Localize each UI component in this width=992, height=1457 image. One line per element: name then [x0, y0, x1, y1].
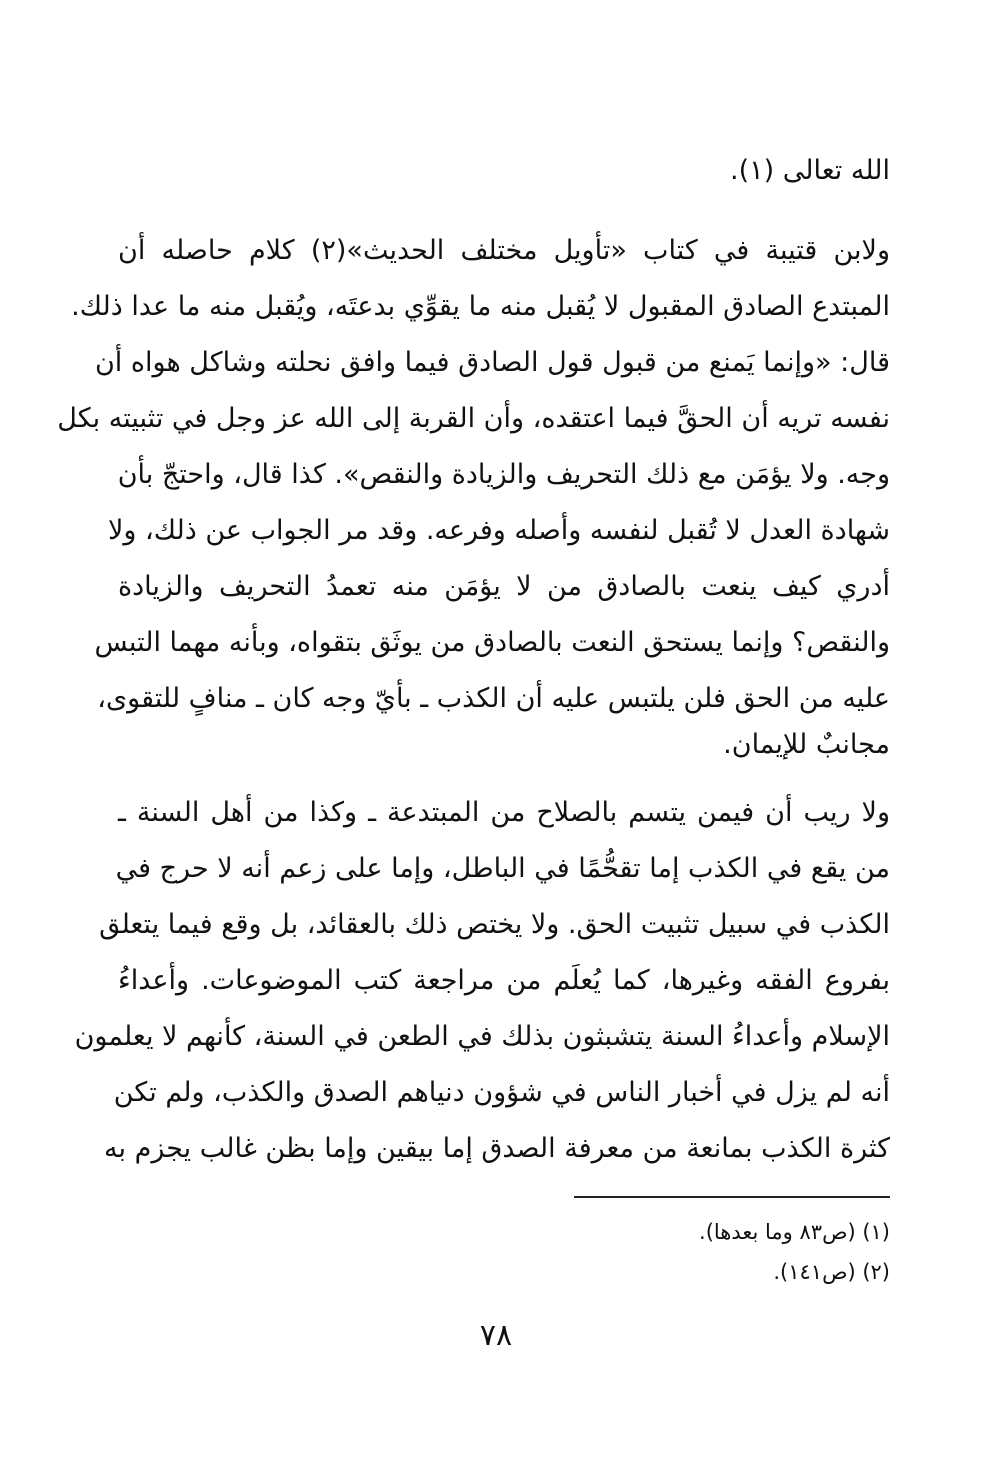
text-line: ولا ريب أن فيمن يتسم بالصلاح من المبتدعة ـ وكذا من أهل السنة ـ — [118, 797, 890, 828]
text-line: الكذب في سبيل تثبيت الحق. ولا يختص ذلك بالعقائد، بل وقع فيما يتعلق — [99, 909, 890, 940]
text-line: كثرة الكذب بمانعة من معرفة الصدق إما بيقين وإما بظن غالب يجزم به — [104, 1133, 890, 1164]
page-number: ٧٨ — [479, 1318, 513, 1353]
footnote-2: (٢) (ص١٤١). — [773, 1260, 890, 1284]
text-line: الله تعالى (١). — [730, 155, 890, 186]
main-text — [57, 0, 890, 1164]
footnote-separator — [574, 1196, 890, 1198]
footnote-1: (١) (ص٨٣ وما بعدها). — [699, 1220, 890, 1244]
text-line: أنه لم يزل في أخبار الناس في شؤون دنياهم الصدق والكذب، ولم تكن — [113, 1077, 890, 1108]
text-line: مجانبٌ للإيمان. — [723, 729, 890, 760]
text-line: من يقع في الكذب إما تقحُّمًا في الباطل، وإما على زعم أنه لا حرج في — [115, 853, 890, 884]
text-line: ولابن قتيبة في كتاب «تأويل مختلف الحديث»(٢) كلام حاصله أن — [118, 235, 890, 266]
text-line: وجه. ولا يؤمَن مع ذلك التحريف والزيادة والنقص». كذا قال، واحتجّ بأن — [117, 459, 890, 490]
text-line: أدري كيف ينعت بالصادق من لا يؤمَن منه تعمدُ التحريف والزيادة — [118, 571, 890, 602]
text-line: والنقص؟ وإنما يستحق النعت بالصادق من يوثَق بتقواه، وبأنه مهما التبس — [94, 627, 890, 658]
text-line: الإسلام وأعداءُ السنة يتشبثون بذلك في الطعن في السنة، كأنهم لا يعلمون — [74, 1021, 890, 1052]
text-line: شهادة العدل لا تُقبل لنفسه وأصله وفرعه. وقد مر الجواب عن ذلك، ولا — [108, 515, 890, 546]
text-line: المبتدع الصادق المقبول لا يُقبل منه ما يقوِّي بدعتَه، ويُقبل منه ما عدا ذلك. — [71, 291, 890, 322]
text-line: عليه من الحق فلن يلتبس عليه أن الكذب ـ بأيّ وجه كان ـ منافٍ للتقوى، — [97, 683, 890, 714]
text-line: بفروع الفقه وغيرها، كما يُعلَم من مراجعة كتب الموضوعات. وأعداءُ — [118, 965, 890, 996]
text-line: قال: «وإنما يَمنع من قبول قول الصادق فيما وافق نحلته وشاكل هواه أن — [94, 347, 890, 378]
text-line: نفسه تريه أن الحقَّ فيما اعتقده، وأن القربة إلى الله عز وجل في تثبيته بكل — [57, 403, 890, 434]
